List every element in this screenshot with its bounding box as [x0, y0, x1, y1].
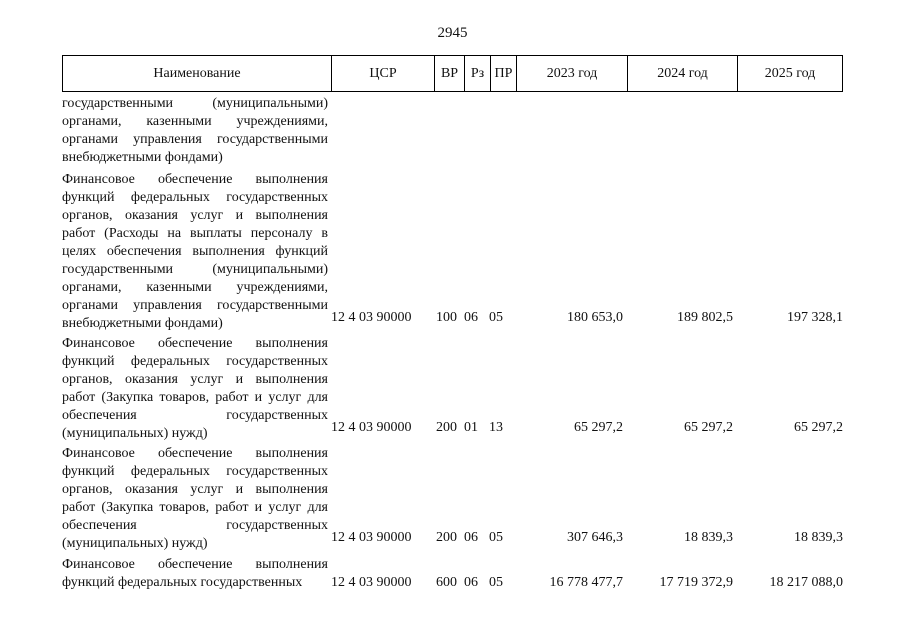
row-2024: 18 839,3	[684, 530, 733, 545]
row-rz: 01	[464, 420, 478, 435]
row-2024: 17 719 372,9	[659, 575, 733, 590]
header-name: Наименование	[63, 56, 332, 91]
row-description: Финансовое обеспечение выполнения функций федеральных государственных органов, оказания услуг и выполнения работ (Закупка товаров, работ и услуг для обеспечения государственных (муниципальных) нужд)	[62, 446, 328, 551]
row-description: государственными (муниципальными) органами, казенными учреждениями, органами управления государственными внебюджетными фондами)	[62, 96, 328, 165]
header-2023: 2023 год	[517, 56, 628, 91]
row-rz: 06	[464, 310, 478, 325]
row-2023: 180 653,0	[567, 310, 623, 325]
row-2024: 189 802,5	[677, 310, 733, 325]
table-header	[62, 55, 843, 92]
row-vr: 600	[436, 575, 457, 590]
row-2025: 197 328,1	[787, 310, 843, 325]
row-2023: 16 778 477,7	[549, 575, 623, 590]
row-rz: 06	[464, 530, 478, 545]
header-pr: ПР	[491, 56, 517, 91]
row-description: Финансовое обеспечение выполнения функций федеральных государственных	[62, 557, 328, 590]
row-2025: 18 839,3	[794, 530, 843, 545]
row-pr: 05	[489, 575, 503, 590]
table-row	[62, 95, 843, 167]
header-2025: 2025 год	[764, 65, 816, 81]
row-csr: 12 4 03 90000	[331, 530, 412, 545]
row-csr: 12 4 03 90000	[331, 420, 412, 435]
header-2024: 2024 год	[628, 56, 738, 91]
table-row	[62, 556, 843, 592]
header-rz: Рз	[465, 56, 491, 91]
row-2023: 65 297,2	[574, 420, 623, 435]
table-row	[62, 171, 843, 331]
row-vr: 100	[436, 310, 457, 325]
row-2025: 65 297,2	[794, 420, 843, 435]
row-2025: 18 217 088,0	[769, 575, 843, 590]
header-vr: ВР	[435, 56, 465, 91]
row-csr: 12 4 03 90000	[331, 575, 412, 590]
row-pr: 05	[489, 530, 503, 545]
row-2024: 65 297,2	[684, 420, 733, 435]
row-description: Финансовое обеспечение выполнения функций федеральных государственных органов, оказания услуг и выполнения работ (Расходы на выплаты персоналу в целях обеспечения выполнения функций государственными (муниципальными) органами, казенными учреждениями, органами управления государственными внебюджетными фондами)	[62, 172, 328, 331]
row-vr: 200	[436, 530, 457, 545]
row-description: Финансовое обеспечение выполнения функций федеральных государственных органов, оказания услуг и выполнения работ (Закупка товаров, работ и услуг для обеспечения государственных (муниципальных) нужд)	[62, 336, 328, 441]
row-pr: 05	[489, 310, 503, 325]
row-csr: 12 4 03 90000	[331, 310, 412, 325]
table-row	[62, 335, 843, 441]
row-pr: 13	[489, 420, 503, 435]
header-csr: ЦСР	[332, 56, 435, 91]
row-vr: 200	[436, 420, 457, 435]
row-2023: 307 646,3	[567, 530, 623, 545]
row-rz: 06	[464, 575, 478, 590]
table-row	[62, 445, 843, 551]
page-number: 2945	[437, 25, 468, 41]
